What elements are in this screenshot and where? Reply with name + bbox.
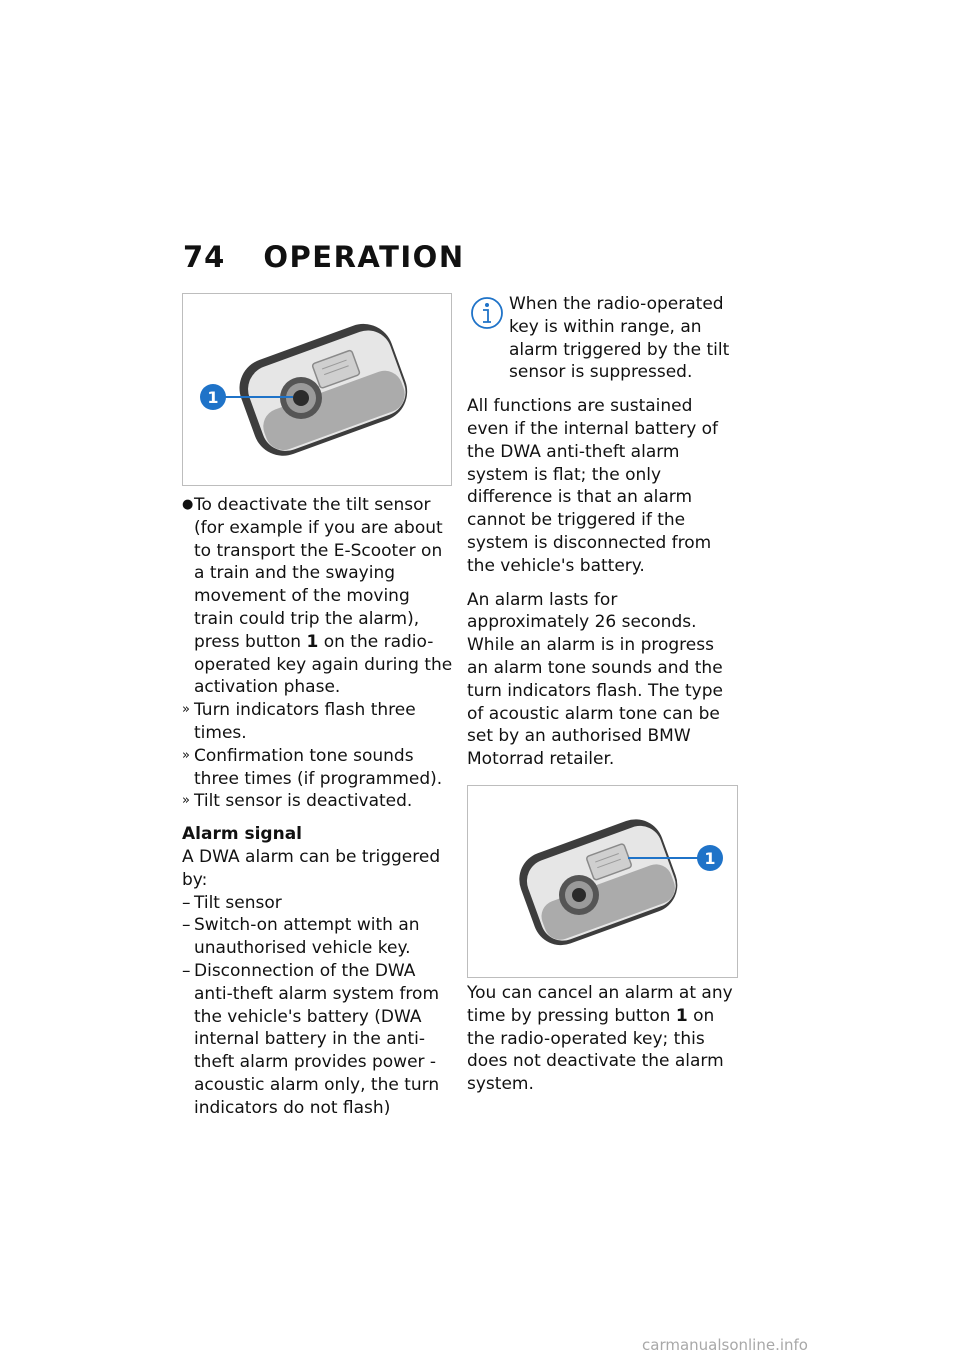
battery-paragraph: All functions are sustained even if the internal battery of the DWA anti-theft alarm system is flat; the only difference is that an alarm cannot be triggered if the system is disconnected from the vehicle's battery.: [467, 396, 719, 576]
bullet-marker: ●: [182, 497, 194, 512]
dash-marker: –: [182, 892, 191, 913]
trigger-list: [182, 892, 454, 1120]
radio-key-illustration: [183, 294, 451, 485]
alarm-duration-paragraph: An alarm lasts for approximately 26 seconds. While an alarm is in progress an alarm tone sounds and the turn indicators flash. The type of acoustic alarm tone can be set by an authorised BMW Motorrad retailer.: [467, 589, 723, 770]
radio-key-illustration-2: [468, 786, 737, 977]
key-figure-1: [182, 293, 452, 486]
right-column: [467, 293, 739, 1096]
trigger-item: – Tilt sensor: [182, 892, 282, 913]
alarm-intro: A DWA alarm can be triggered by:: [182, 846, 441, 890]
result-item: » Turn indicators flash three times.: [182, 700, 416, 743]
result-marker: »: [182, 747, 190, 763]
instruction-list: [182, 494, 454, 699]
result-item: » Tilt sensor is deactivated.: [182, 791, 413, 812]
watermark: carmanualsonline.info: [642, 1336, 808, 1354]
dash-marker: –: [182, 915, 191, 936]
info-note-text: When the radio-operated key is within range, an alarm triggered by the tilt sensor is suppressed.: [509, 294, 730, 383]
button-reference: 1: [675, 1005, 688, 1026]
cancel-paragraph: You can cancel an alarm at any time by pressing button 1 on the radio-operated key; this does not deactivate the alarm system.: [467, 982, 733, 1095]
info-icon: [467, 293, 503, 333]
page-number: 74: [183, 240, 226, 274]
svg-text:1: 1: [207, 388, 219, 407]
trigger-item: – Switch-on attempt with an unauthorised vehicle key.: [182, 915, 420, 959]
instruction-text-1: To deactivate the tilt sensor (for example if you are about to transport the E-Scooter on a train and the swaying movement of the moving train could trip the alarm), press button: [194, 495, 443, 652]
key-figure-2: [467, 785, 738, 978]
result-item: » Confirmation tone sounds three times (if programmed).: [182, 745, 443, 789]
left-column: [182, 293, 454, 1120]
instruction-text-2: on the radio-operated key again during the activation phase.: [194, 631, 453, 698]
result-list: [182, 699, 454, 813]
section-title: OPERATION: [263, 240, 465, 274]
instruction-step: [182, 494, 454, 699]
result-marker: »: [182, 702, 190, 718]
alarm-signal-heading: Alarm signal: [182, 824, 302, 845]
button-reference: 1: [306, 631, 319, 652]
result-marker: »: [182, 793, 190, 809]
trigger-item: – Disconnection of the DWA anti-theft alarm system from the vehicle's battery (DWA internal battery in the anti-theft alarm provides power - acoustic alarm only, the turn indicators do not flash): [182, 960, 440, 1118]
info-note: [467, 293, 739, 384]
page-header: [183, 240, 465, 280]
svg-text:1: 1: [704, 848, 716, 868]
dash-marker: –: [182, 960, 191, 981]
